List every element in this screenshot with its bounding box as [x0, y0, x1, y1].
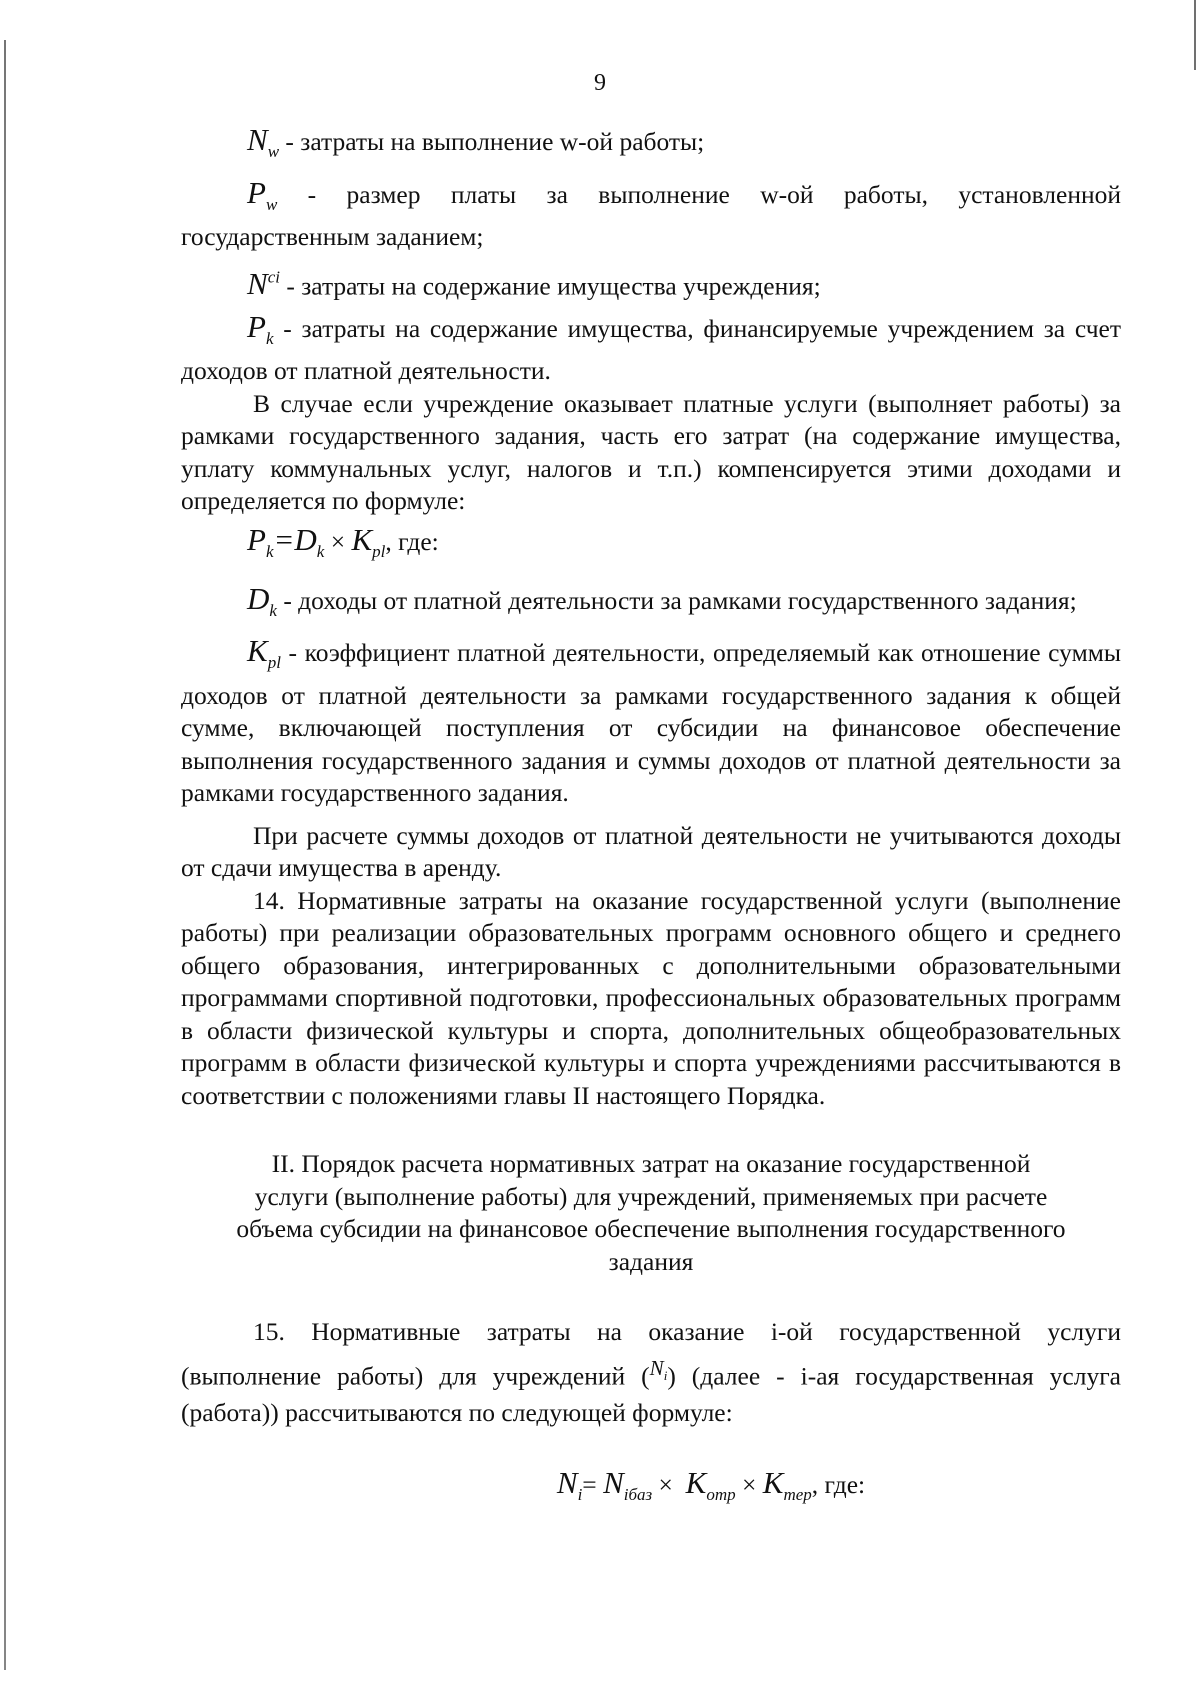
definition-nci — [181, 262, 1121, 303]
symbol-dk: $D_k$ — [247, 580, 277, 620]
paragraph-rent: При расчете суммы доходов от платной деятельности не учитываются доходы от сдачи имущества в аренду. — [181, 820, 1121, 883]
symbol-kpl: $K_{pl}$ — [247, 633, 281, 673]
section-heading-line: услуги (выполнение работы) для учреждений, применяемых при расчете — [254, 1181, 1048, 1211]
definition-pk — [181, 308, 1121, 388]
symbol-pw: $P_w$ — [247, 174, 278, 214]
scan-edge-left — [4, 40, 6, 1670]
definition-text: - затраты на содержание имущества, финансируемые учреждением за счет доходов от платной деятельности. — [181, 313, 1121, 386]
paragraph-14: 14. Нормативные затраты на оказание государственной услуги (выполнение работы) при реализации образовательных программ основного общего и среднего общего образования, интегрированных с дополнительными образовательными программами спортивной подготовки, профессиональных образовательных программ в области физической культуры и спорта, дополнительных общеобразовательных программ в области физической культуры и спорта учреждениями рассчитываются в соответствии с положениями главы II настоящего Порядка. — [181, 885, 1121, 1110]
formula-pk: $P_k=D_k \times K_{pl}$, где: — [247, 521, 439, 562]
definition-text: - затраты на содержание имущества учреждения; — [286, 271, 821, 301]
symbol-nw: $N_w$ — [247, 122, 280, 162]
page-number: 9 — [594, 70, 606, 96]
section-heading-line: задания — [608, 1246, 694, 1276]
definition-pw — [181, 174, 1122, 254]
paragraph-compensation: В случае если учреждение оказывает платные услуги (выполняет работы) за рамками государственного задания, часть его затрат (на содержание имущества, уплату коммунальных услуг, налогов и т.п.) компенсируется этими доходами и определяется по формуле: — [181, 388, 1121, 516]
section-heading-line: объема субсидии на финансовое обеспечение выполнения государственного — [236, 1214, 1066, 1244]
definition-text: - коэффициент платной деятельности, определяемый как отношение суммы доходов от платной деятельности за рамками государственного задания к общей сумме, включающей поступления от субсидии на финансовое обеспечение выполнения государственного задания и суммы доходов от платной деятельности за рамками государственного задания. — [181, 638, 1121, 808]
definition-text: - доходы от платной деятельности за рамками государственного задания; — [283, 585, 1077, 615]
definition-kpl — [181, 635, 1121, 810]
definition-nw — [181, 124, 1121, 169]
section-heading — [181, 1148, 1121, 1278]
symbol-nci: $N^{ci}$ — [247, 266, 280, 302]
section-heading-line: II. Порядок расчета нормативных затрат на оказание государственной — [271, 1149, 1031, 1179]
document-body — [181, 124, 1121, 1512]
paragraph-15: 15. Нормативные затраты на оказание i-ой государственной услуги (выполнение работы) для учреждений ($^{N_i}$) (далее - i-ая государственная услуга (работа)) рассчитываются по следующей формуле: — [181, 1317, 1121, 1427]
symbol-pk: $P_k$ — [247, 308, 274, 348]
formula-ni: $N_i= N_{iбаз} \times K_{отр} \times K_{тер}$, где: — [556, 1464, 866, 1505]
symbol-ni-inline: Ni — [649, 1356, 668, 1384]
definition-text: - размер платы за выполнение w-ой работы, установленной государственным заданием; — [181, 179, 1122, 252]
definition-dk — [181, 580, 1121, 628]
definition-text: - затраты на выполнение w-ой работы; — [285, 127, 705, 156]
scan-edge-right — [1194, 0, 1196, 70]
